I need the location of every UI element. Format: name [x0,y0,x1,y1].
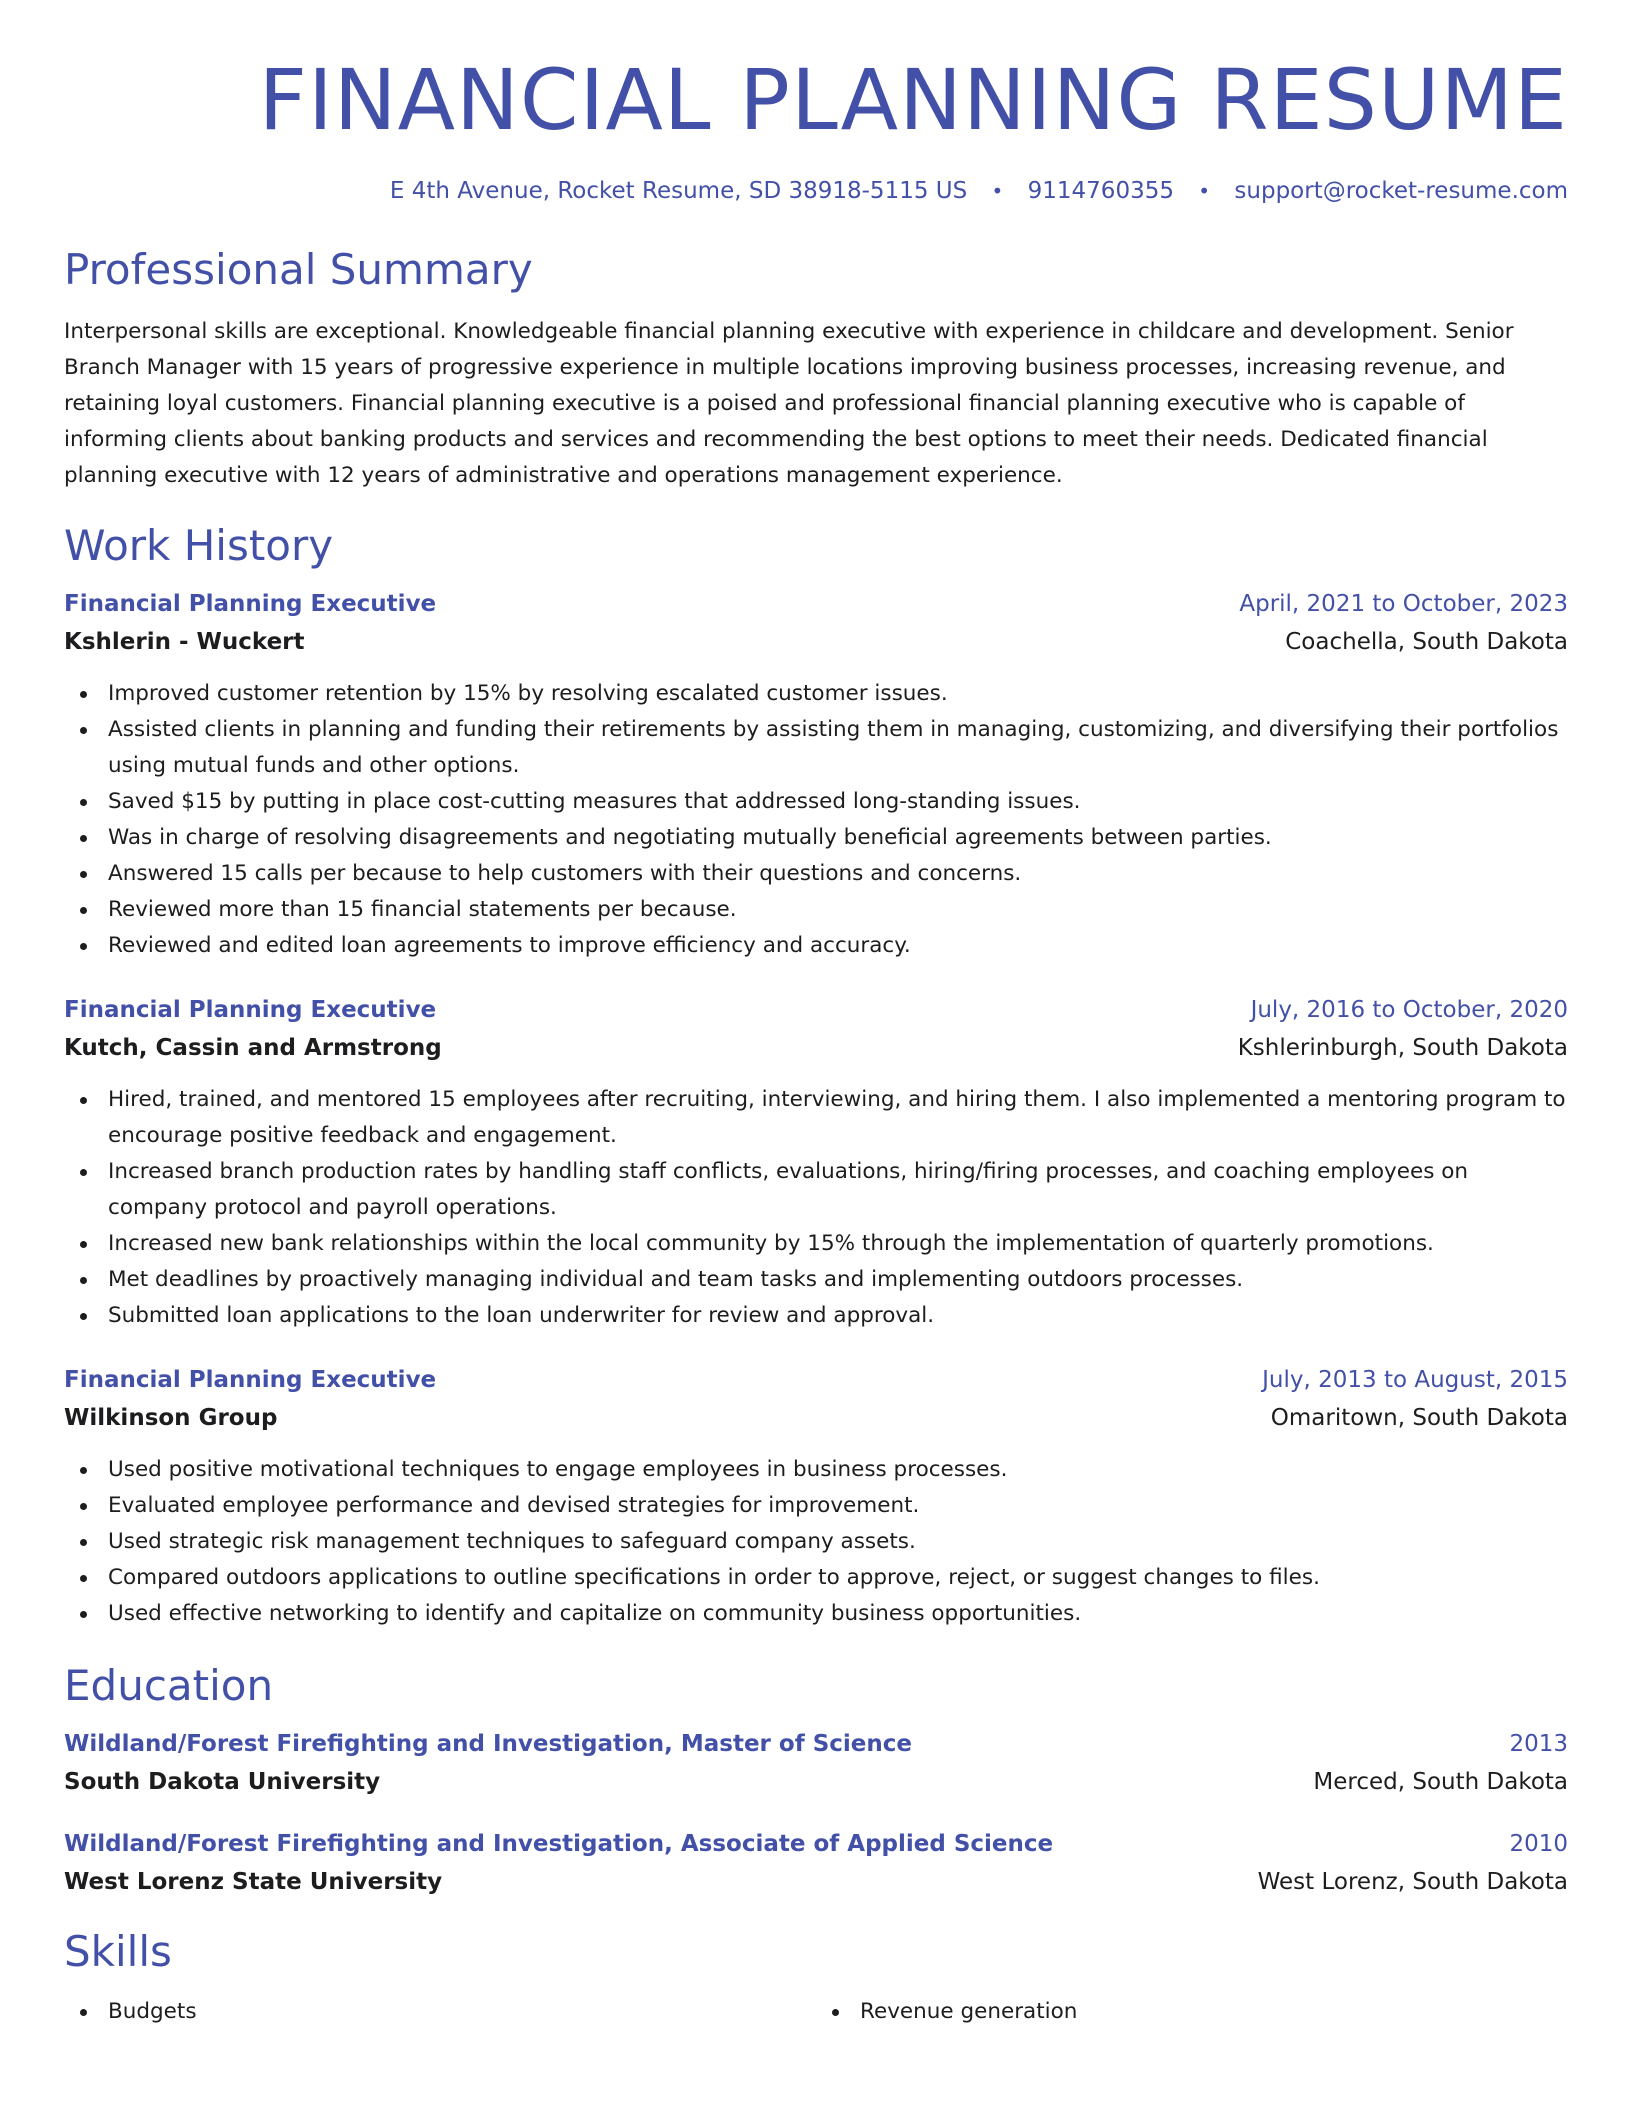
skills-list [64,1994,1568,2030]
job-bullet: Assisted clients in planning and funding their retirements by assisting them in managing, customizing, and diversifying their portfolios using mutual funds and other options. [64,712,1568,784]
education-degree-row [64,1830,1568,1860]
job-bullet: Used positive motivational techniques to engage employees in business processes. [64,1452,1568,1488]
education-school-row [64,1868,1568,1898]
education-degree: Wildland/Forest Firefighting and Investigation, Associate of Applied Science [64,1830,1054,1857]
job-entry [64,1366,1568,1632]
job-company: Wilkinson Group [64,1404,278,1431]
job-dates: April, 2021 to October, 2023 [1239,591,1568,618]
job-location: Omaritown, South Dakota [1270,1404,1568,1431]
education-entry [64,1830,1568,1898]
job-bullet: Reviewed and edited loan agreements to improve efficiency and accuracy. [64,928,1568,964]
job-bullet: Evaluated employee performance and devised strategies for improvement. [64,1488,1568,1524]
job-company-row [64,1034,1568,1064]
education-degree: Wildland/Forest Firefighting and Investigation, Master of Science [64,1731,912,1758]
job-entry [64,590,1568,964]
education-year: 2013 [1509,1731,1568,1758]
job-bullet: Used effective networking to identify and capitalize on community business opportunities. [64,1596,1568,1632]
education-heading: Education [64,1660,274,1710]
skill-item: Revenue generation [816,1994,1568,2030]
contact-email: support@rocket-resume.com [1234,178,1568,205]
skill-item: Budgets [64,1994,816,2030]
education-school-row [64,1768,1568,1798]
job-bullets [64,1082,1568,1334]
job-title-row [64,996,1568,1026]
job-bullet: Increased new bank relationships within the local community by 15% through the implementation of quarterly promotions. [64,1226,1568,1262]
summary-heading: Professional Summary [64,244,533,294]
job-bullets [64,676,1568,964]
job-bullet: Hired, trained, and mentored 15 employees after recruiting, interviewing, and hiring them. I also implemented a mentoring program to encourage positive feedback and engagement. [64,1082,1568,1154]
education-entry [64,1730,1568,1798]
job-dates: July, 2013 to August, 2015 [1262,1366,1568,1393]
job-location: Coachella, South Dakota [1285,629,1568,656]
job-title: Financial Planning Executive [64,591,437,618]
skills-column [64,1994,816,2030]
summary-text: Interpersonal skills are exceptional. Knowledgeable financial planning executive with experience in childcare and development. Senior Branch Manager with 15 years of progressive experience in multiple locations improving business processes, increasing revenue, and retaining loyal customers. Financial planning executive is a poised and professional financial planning executive who is capable of informing clients about banking products and services and recommending the best options to meet their needs. Dedicated financial planning executive with 12 years of administrative and operations management experience. [64,319,1514,489]
resume-title: FINANCIAL PLANNING RESUME [258,51,1568,149]
skills-heading: Skills [64,1926,172,1976]
education-location: Merced, South Dakota [1313,1768,1568,1795]
job-bullet: Was in charge of resolving disagreements and negotiating mutually beneficial agreements between parties. [64,820,1568,856]
job-title-row [64,1366,1568,1396]
contact-separator: • [991,179,1004,204]
job-bullet: Answered 15 calls per because to help customers with their questions and concerns. [64,856,1568,892]
education-degree-row [64,1730,1568,1760]
job-bullet: Saved $15 by putting in place cost-cutting measures that addressed long-standing issues. [64,784,1568,820]
education-location: West Lorenz, South Dakota [1257,1868,1568,1895]
education-school: West Lorenz State University [64,1868,443,1895]
job-title: Financial Planning Executive [64,997,437,1024]
job-location: Kshlerinburgh, South Dakota [1237,1035,1568,1062]
job-dates: July, 2016 to October, 2020 [1250,997,1568,1024]
job-bullet: Compared outdoors applications to outline specifications in order to approve, reject, or suggest changes to files. [64,1560,1568,1596]
job-bullet: Improved customer retention by 15% by resolving escalated customer issues. [64,676,1568,712]
contact-line [64,178,1568,206]
job-title-row [64,590,1568,620]
education-year: 2010 [1509,1830,1568,1857]
job-bullet: Increased branch production rates by handling staff conflicts, evaluations, hiring/firing processes, and coaching employees on company protocol and payroll operations. [64,1154,1568,1226]
contact-address: E 4th Avenue, Rocket Resume, SD 38918-5115 US [389,178,968,205]
contact-phone: 9114760355 [1027,178,1174,205]
job-bullet: Met deadlines by proactively managing individual and team tasks and implementing outdoors processes. [64,1262,1568,1298]
education-school: South Dakota University [64,1768,381,1795]
job-bullet: Submitted loan applications to the loan underwriter for review and approval. [64,1298,1568,1334]
job-bullet: Used strategic risk management techniques to safeguard company assets. [64,1524,1568,1560]
job-entry [64,996,1568,1334]
job-title: Financial Planning Executive [64,1366,437,1393]
contact-separator: • [1198,179,1211,204]
job-company: Kshlerin - Wuckert [64,629,305,656]
skills-column [816,1994,1568,2030]
job-company-row [64,628,1568,658]
work-history-heading: Work History [64,521,334,571]
job-company-row [64,1404,1568,1434]
job-bullet: Reviewed more than 15 financial statements per because. [64,892,1568,928]
job-company: Kutch, Cassin and Armstrong [64,1035,442,1062]
job-bullets [64,1452,1568,1632]
